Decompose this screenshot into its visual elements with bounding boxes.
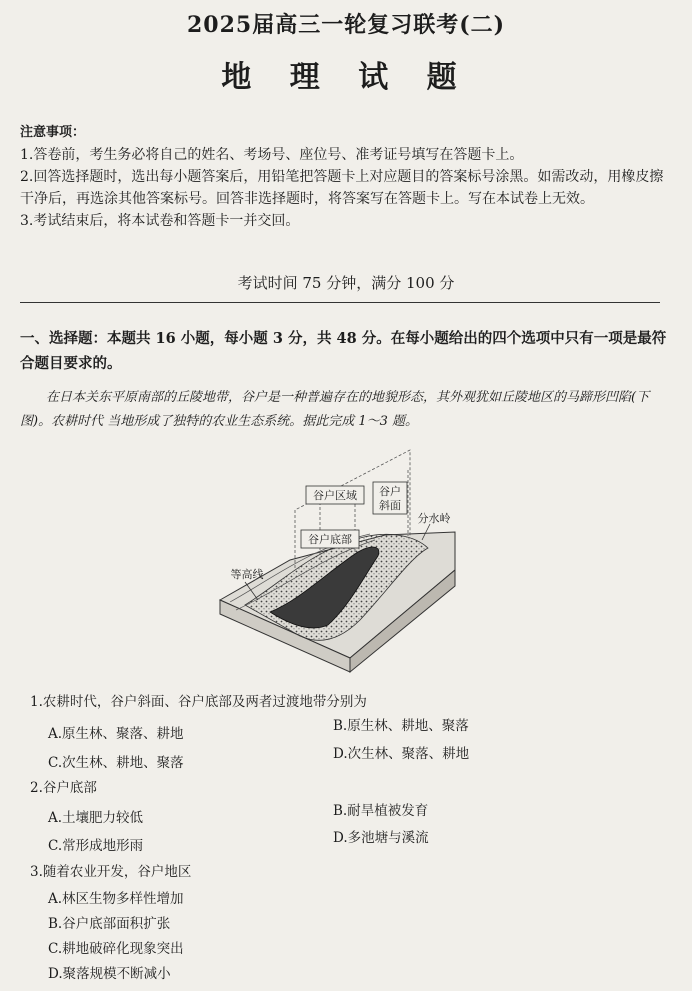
subject-title: 地 理 试 题	[221, 60, 471, 95]
q1-option-a: A.原生林、聚落、耕地	[48, 726, 184, 742]
label-valley-area: 谷户区域	[313, 489, 357, 502]
question-3-stem: 3.随着农业开发，谷户地区	[30, 864, 192, 880]
exam-title: 2025届高三一轮复习联考(二)	[186, 12, 506, 38]
valley-landform-diagram	[200, 440, 470, 680]
section-title: 一、选择题：本题共 16 小题，每小题 3 分，共 48 分。在每小题给出的四个选项中只有一项是最符合题目要求的。	[20, 330, 667, 372]
notes-heading: 注意事项：	[20, 125, 86, 140]
q3-option-a: A.林区生物多样性增加	[48, 891, 184, 907]
q2-option-b: B.耐旱植被发育	[333, 803, 429, 819]
label-divide: 分水岭	[417, 512, 451, 525]
q2-option-a: A.土壤肥力较低	[48, 810, 144, 826]
q2-option-d: D.多池塘与溪流	[333, 830, 429, 846]
exam-time: 考试时间 75 分钟，满分 100 分	[237, 274, 455, 292]
question-1-stem: 1.农耕时代，谷户斜面、谷户底部及两者过渡地带分别为	[30, 694, 367, 710]
q3-option-c: C.耕地破碎化现象突出	[48, 941, 184, 957]
note-item-1: 1.答卷前，考生务必将自己的姓名、考场号、座位号、准考证号填写在答题卡上。	[20, 147, 524, 163]
q3-option-d: D.聚落规模不断减小	[48, 966, 171, 982]
q3-option-b: B.谷户底部面积扩张	[48, 916, 171, 932]
note-item-2: 2.回答选择题时，选出每小题答案后，用铅笔把答题卡上对应题目的答案标号涂黑。如需改动，用橡皮擦干净后，再选涂其他答案标号。回答非选择题时，将答案写在答题卡上。写在本试卷上无效。	[20, 169, 664, 207]
q1-option-d: D.次生林、聚落、耕地	[333, 746, 470, 762]
divider	[20, 302, 660, 303]
label-valley-slope-2: 斜面	[379, 499, 401, 512]
label-valley-slope-1: 谷户	[379, 485, 401, 498]
label-contour: 等高线	[230, 568, 264, 581]
note-item-3: 3.考试结束后，将本试卷和答题卡一并交回。	[20, 213, 300, 229]
question-intro: 在日本关东平原南部的丘陵地带，谷户是一种普遍存在的地貌形态，其外观犹如丘陵地区的马蹄形凹陷(下图)。农耕时代 当地形成了独特的农业生态系统。据此完成 1～3 题。	[20, 390, 650, 429]
exam-notes	[20, 122, 670, 232]
q1-option-c: C.次生林、耕地、聚落	[48, 755, 184, 771]
label-valley-bottom: 谷户底部	[308, 533, 352, 546]
q1-option-b: B.原生林、耕地、聚落	[333, 718, 469, 734]
question-2-stem: 2.谷户底部	[30, 780, 97, 796]
q2-option-c: C.常形成地形雨	[48, 838, 144, 854]
